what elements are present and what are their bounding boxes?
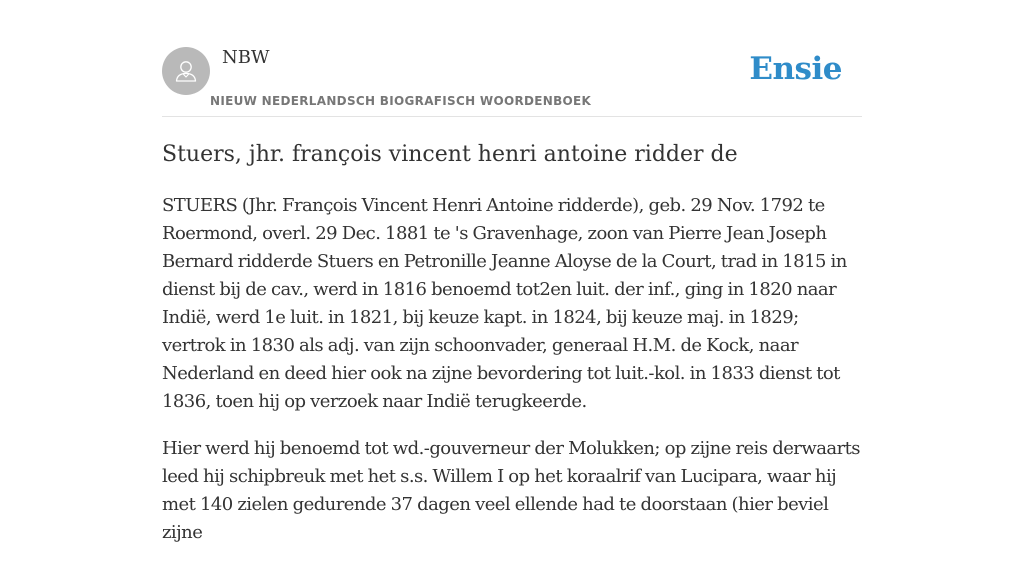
user-icon (171, 56, 201, 86)
brand-logo[interactable]: Ensie (749, 51, 842, 87)
avatar[interactable] (162, 47, 210, 95)
source-name[interactable]: NBW (222, 47, 270, 68)
article-title: Stuers, jhr. françois vincent henri antoine ridder de (162, 142, 738, 167)
article-body (162, 192, 862, 566)
source-full-name: NIEUW NEDERLANDSCH BIOGRAFISCH WOORDENBOEK (210, 94, 592, 108)
source-header (162, 0, 862, 117)
article-paragraph: STUERS (Jhr. François Vincent Henri Antoine ridderde), geb. 29 Nov. 1792 te Roermond, overl. 29 Dec. 1881 te 's Gravenhage, zoon van Pierre Jean Joseph Bernard ridderde Stuers en Petronille Jeanne Aloyse de la Court, trad in 1815 in dienst bij de cav., werd in 1816 benoemd tot2en luit. der inf., ging in 1820 naar Indië, werd 1e luit. in 1821, bij keuze kapt. in 1824, bij keuze maj. in 1829; vertrok in 1830 als adj. van zijn schoonvader, generaal H.M. de Kock, naar Nederland en deed hier ook na zijne bevordering tot luit.-kol. in 1833 dienst tot 1836, toen hij op verzoek naar Indië terugkeerde. (162, 195, 847, 412)
article-paragraph: Hier werd hij benoemd tot wd.-gouverneur der Molukken; op zijne reis derwaarts leed hij schipbreuk met het s.s. Willem I op het koraalrif van Lucipara, waar hij met 140 zielen gedurende 37 dagen veel ellende had te doorstaan (hier beviel zijne (162, 438, 860, 543)
page-container (162, 0, 862, 543)
